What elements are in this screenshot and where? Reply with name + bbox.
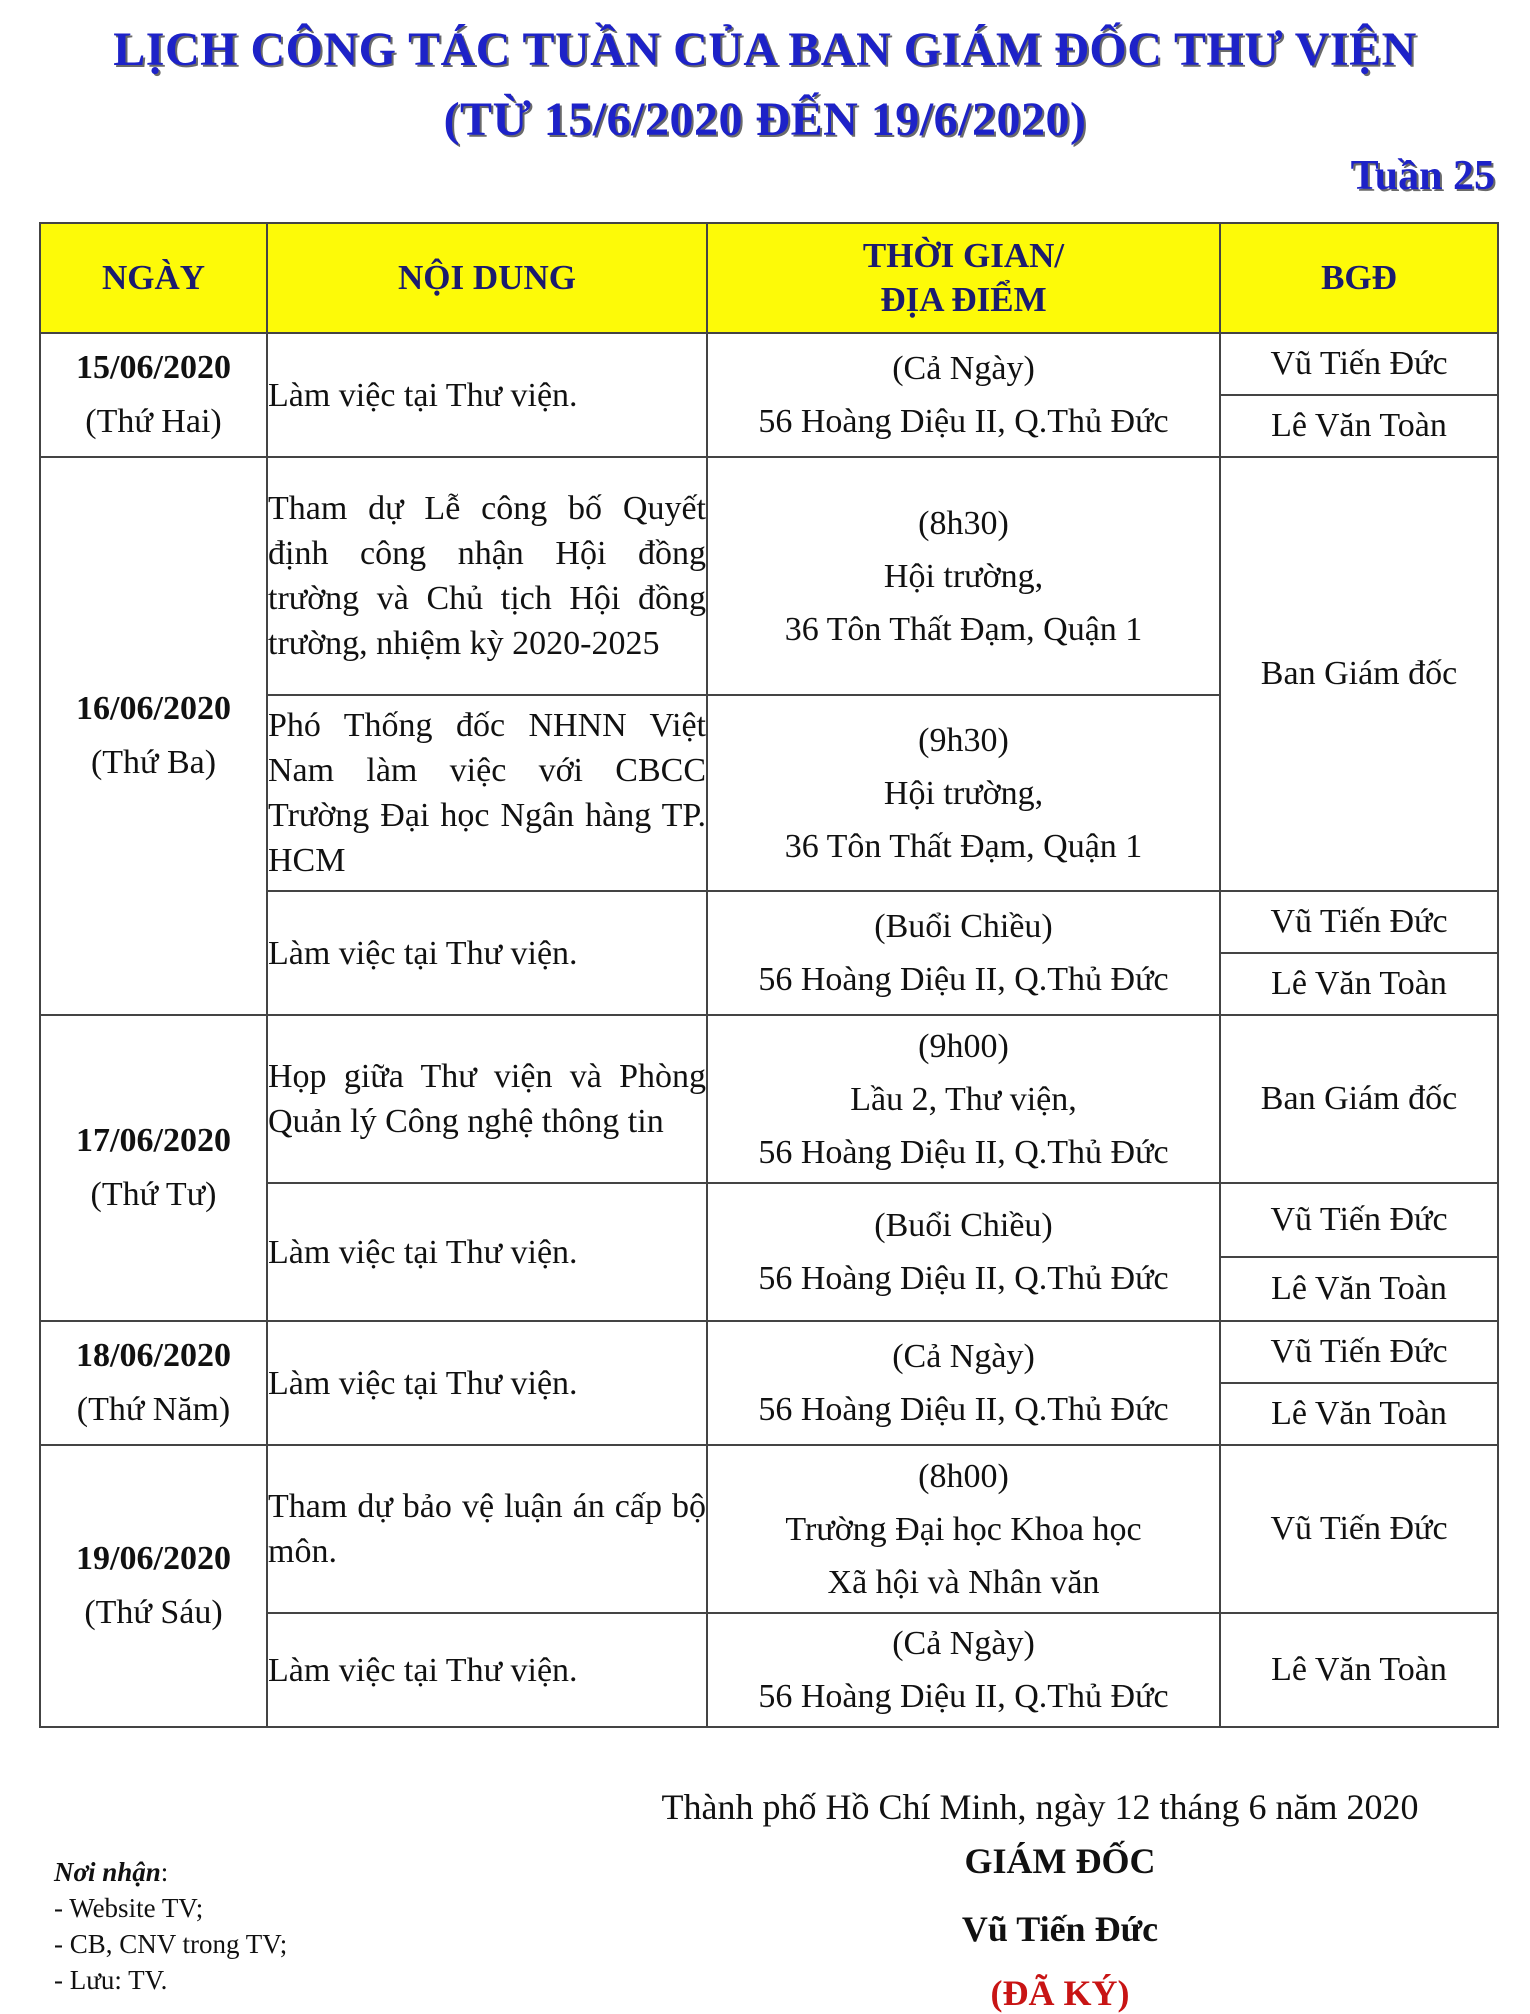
header-date: NGÀY xyxy=(40,223,267,333)
bgd-cell: Ban Giám đốc xyxy=(1220,1015,1498,1183)
bgd-cell: Vũ Tiến Đức xyxy=(1220,1445,1498,1613)
table-row xyxy=(40,1321,1498,1383)
recipient-item: - Website TV; xyxy=(54,1893,204,1923)
date-value: 15/06/2020 xyxy=(76,349,231,386)
bgd-cell: Vũ Tiến Đức xyxy=(1220,1321,1498,1383)
bgd-cell: Vũ Tiến Đức xyxy=(1220,1183,1498,1257)
header-time-location xyxy=(707,223,1220,333)
recipient-item: - Lưu: TV. xyxy=(54,1965,168,1995)
date-cell xyxy=(40,333,267,457)
week-number: Tuần 25 xyxy=(1350,153,1495,199)
date-value: 17/06/2020 xyxy=(76,1122,231,1159)
bgd-cell: Lê Văn Toàn xyxy=(1220,1383,1498,1445)
document-date-range: (TỪ 15/6/2020 ĐẾN 19/6/2020) xyxy=(443,93,1087,146)
content-cell: Tham dự Lễ công bố Quyết định công nhận Hội đồng trường và Chủ tịch Hội đồng trường, nhiệm kỳ 2020-2025 xyxy=(267,457,707,695)
content-cell: Làm việc tại Thư viện. xyxy=(267,1183,707,1321)
time-location-cell: (Buổi Chiều) 56 Hoàng Diệu II, Q.Thủ Đức xyxy=(707,1183,1220,1321)
header-bgd: BGĐ xyxy=(1220,223,1498,333)
table-header-row xyxy=(40,223,1498,333)
time-location-cell: (9h00) Lầu 2, Thư viện, 56 Hoàng Diệu II, Q.Thủ Đức xyxy=(707,1015,1220,1183)
table-row xyxy=(40,1445,1498,1613)
content-cell: Làm việc tại Thư viện. xyxy=(267,1321,707,1445)
date-value: 18/06/2020 xyxy=(76,1337,231,1374)
time-location-cell: (Buổi Chiều) 56 Hoàng Diệu II, Q.Thủ Đức xyxy=(707,891,1220,1015)
bgd-cell: Vũ Tiến Đức xyxy=(1220,333,1498,395)
time-location-cell: (Cả Ngày) 56 Hoàng Diệu II, Q.Thủ Đức xyxy=(707,1613,1220,1727)
date-cell xyxy=(40,457,267,1015)
table-row xyxy=(40,333,1498,395)
content-cell: Làm việc tại Thư viện. xyxy=(267,333,707,457)
weekday-value: (Thứ Năm) xyxy=(76,1391,231,1428)
time-location-cell: (Cả Ngày) 56 Hoàng Diệu II, Q.Thủ Đức xyxy=(707,333,1220,457)
header-content: NỘI DUNG xyxy=(267,223,707,333)
bgd-cell: Lê Văn Toàn xyxy=(1220,395,1498,457)
content-cell: Làm việc tại Thư viện. xyxy=(267,891,707,1015)
weekday-value: (Thứ Tư) xyxy=(90,1176,217,1213)
table-row xyxy=(40,457,1498,695)
header-location: ĐỊA ĐIỂM xyxy=(880,280,1047,319)
time-location-cell: (9h30) Hội trường, 36 Tôn Thất Đạm, Quận 1 xyxy=(707,695,1220,891)
bgd-cell: Lê Văn Toàn xyxy=(1220,1613,1498,1727)
time-location-cell: (8h00) Trường Đại học Khoa học Xã hội và Nhân văn xyxy=(707,1445,1220,1613)
date-cell xyxy=(40,1015,267,1321)
bgd-cell: Vũ Tiến Đức xyxy=(1220,891,1498,953)
date-value: 19/06/2020 xyxy=(76,1540,231,1577)
content-cell: Phó Thống đốc NHNN Việt Nam làm việc với CBCC Trường Đại học Ngân hàng TP. HCM xyxy=(267,695,707,891)
recipients-block xyxy=(54,1854,287,1998)
weekday-value: (Thứ Hai) xyxy=(85,403,222,440)
content-cell: Họp giữa Thư viện và Phòng Quản lý Công nghệ thông tin xyxy=(267,1015,707,1183)
table-row xyxy=(40,1015,1498,1183)
document-title: LỊCH CÔNG TÁC TUẦN CỦA BAN GIÁM ĐỐC THƯ VIỆN xyxy=(113,23,1417,76)
recipient-item: - CB, CNV trong TV; xyxy=(54,1929,288,1959)
weekday-value: (Thứ Ba) xyxy=(90,744,217,781)
recipients-heading: Nơi nhận: xyxy=(54,1857,169,1887)
signer-name: Vũ Tiến Đức xyxy=(961,1909,1159,1949)
time-location-cell: (Cả Ngày) 56 Hoàng Diệu II, Q.Thủ Đức xyxy=(707,1321,1220,1445)
place-date: Thành phố Hồ Chí Minh, ngày 12 tháng 6 năm 2020 xyxy=(661,1787,1419,1827)
weekday-value: (Thứ Sáu) xyxy=(84,1594,223,1631)
date-value: 16/06/2020 xyxy=(76,690,231,727)
header-time: THỜI GIAN/ xyxy=(862,236,1065,275)
date-cell xyxy=(40,1321,267,1445)
signer-title: GIÁM ĐỐC xyxy=(964,1841,1156,1881)
schedule-table xyxy=(39,222,1499,1728)
bgd-cell: Lê Văn Toàn xyxy=(1220,1257,1498,1321)
content-cell: Tham dự bảo vệ luận án cấp bộ môn. xyxy=(267,1445,707,1613)
bgd-cell: Ban Giám đốc xyxy=(1220,457,1498,891)
content-cell: Làm việc tại Thư viện. xyxy=(267,1613,707,1727)
signed-stamp: (ĐÃ KÝ) xyxy=(990,1973,1130,2013)
bgd-cell: Lê Văn Toàn xyxy=(1220,953,1498,1015)
date-cell xyxy=(40,1445,267,1727)
time-location-cell: (8h30) Hội trường, 36 Tôn Thất Đạm, Quận 1 xyxy=(707,457,1220,695)
